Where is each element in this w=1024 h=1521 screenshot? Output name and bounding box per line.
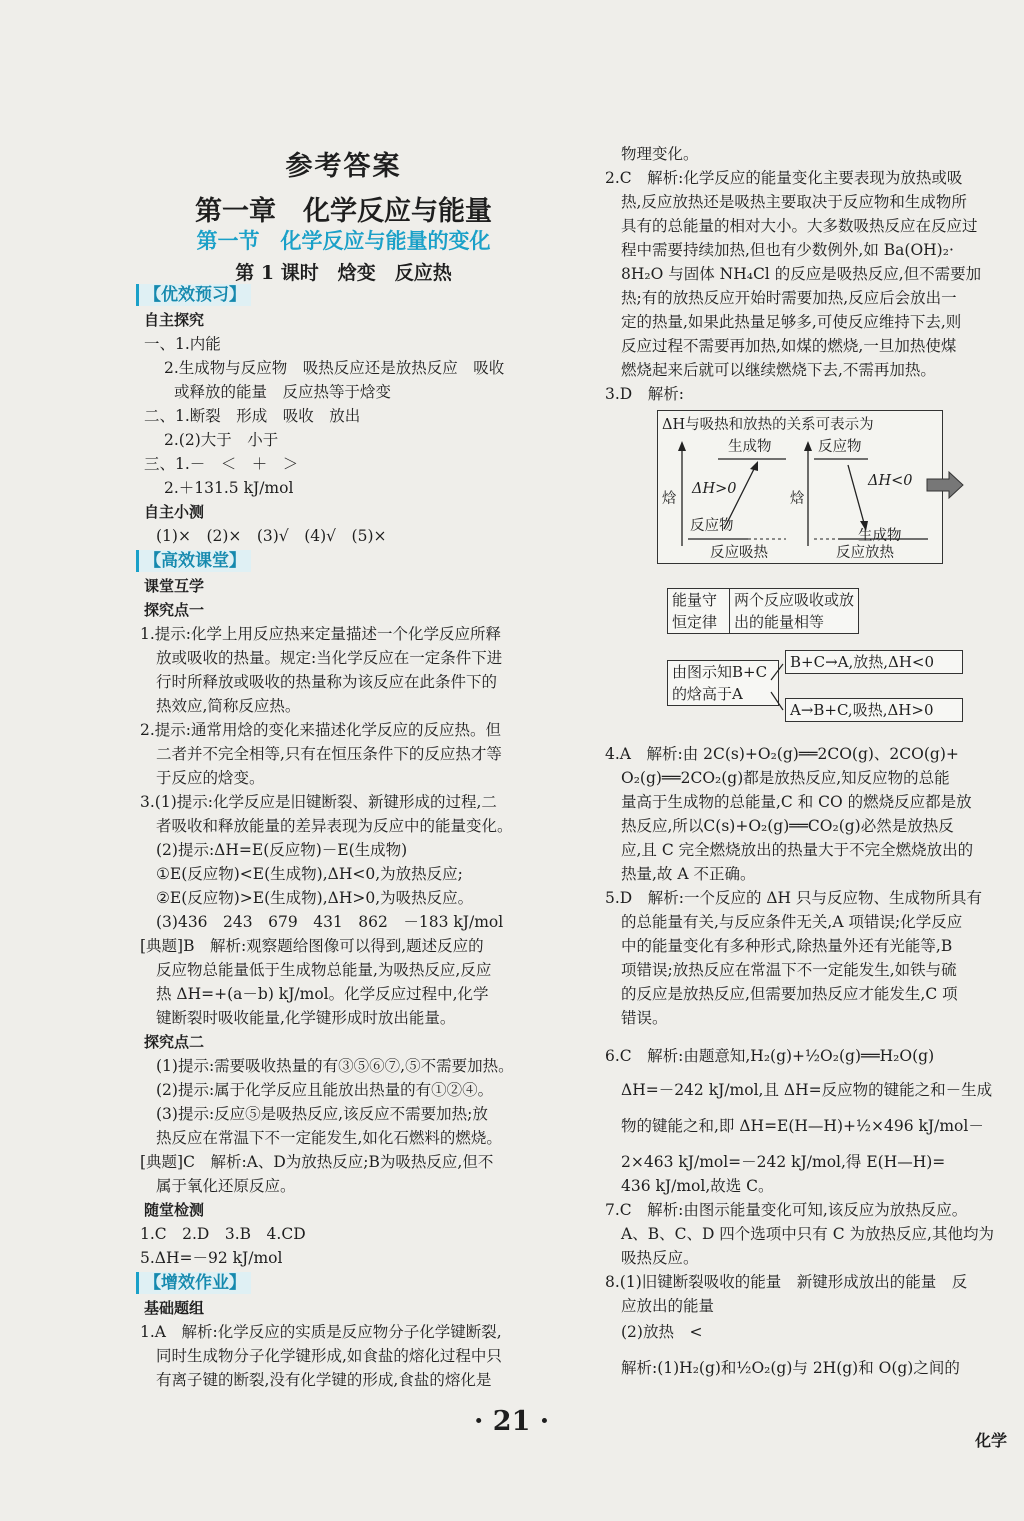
product-label-left: 生成物 <box>728 439 772 455</box>
law-desc-box: 两个反应吸收或放出的能量相等 <box>729 588 859 634</box>
text-line: 1.提示:化学上用反应热来定量描述一个化学反应所释 <box>140 625 502 643</box>
text-line: 热反应,所以C(s)+O₂(g)══CO₂(g)必然是放热反 <box>621 817 954 835</box>
section-banner-label: 【增效作业】 <box>136 1272 251 1294</box>
text-line: 属于氧化还原反应。 <box>156 1177 296 1195</box>
text-line: 2.C 解析:化学反应的能量变化主要表现为放热或吸 <box>605 169 963 187</box>
text-line: 程中需要持续加热,但也有少数例外,如 Ba(OH)₂· <box>621 241 954 259</box>
text-line: [典题]C 解析:A、D为放热反应;B为吸热反应,但不 <box>140 1153 494 1171</box>
text-line: (2)放热 < <box>621 1323 703 1341</box>
text-line: (3)436 243 679 431 862 －183 kJ/mol <box>156 913 504 931</box>
reactant-label-left: 反应物 <box>690 518 734 534</box>
text-line: ΔH=－242 kJ/mol,且 ΔH=反应物的键能之和－生成 <box>621 1081 993 1099</box>
text-line: 解析:(1)H₂(g)和½O₂(g)与 2H(g)和 O(g)之间的 <box>621 1359 960 1377</box>
lesson-title: 第 1 课时 焓变 反应热 <box>235 262 452 284</box>
text-line: 燃烧起来后就可以继续燃烧下去,不需再加热。 <box>621 361 936 379</box>
text-line: 热;有的放热反应开始时需要加热,反应后会放出一 <box>621 289 957 307</box>
text-line: 于反应的焓变。 <box>156 769 265 787</box>
product-label-right: 生成物 <box>858 528 902 544</box>
text-line: 三、1.－ ＜ ＋ ＞ <box>144 455 299 473</box>
text-line: 二者并不完全相等,只有在恒压条件下的反应热才等 <box>156 745 502 763</box>
subheading: 随堂检测 <box>144 1201 205 1219</box>
text-line: 中的能量变化有多种形式,除热量外还有光能等,B <box>621 937 953 955</box>
chapter-title: 第一章 化学反应与能量 <box>195 196 492 227</box>
text-line: 错误。 <box>621 1009 668 1027</box>
law-box: 能量守恒定律 <box>667 588 731 634</box>
section-banner <box>136 549 251 573</box>
text-line: 物理变化。 <box>621 145 699 163</box>
text-line: 键断裂时吸收能量,化学键形成时放出能量。 <box>156 1009 456 1027</box>
text-line: 放或吸收的热量。规定:当化学反应在一定条件下进 <box>156 649 503 667</box>
text-line: 应放出的能量 <box>621 1297 715 1315</box>
text-line: 1.A 解析:化学反应的实质是反应物分子化学键断裂, <box>140 1323 502 1341</box>
text-line: 物的键能之和,即 ΔH=E(H—H)+½×496 kJ/mol－ <box>621 1117 984 1135</box>
text-line: (3)提示:反应⑤是吸热反应,该反应不需要加热;放 <box>156 1105 488 1123</box>
section-title: 第一节 化学反应与能量的变化 <box>196 228 491 253</box>
text-line: 反应过程不需要再加热,如煤的燃烧,一旦加热使煤 <box>621 337 957 355</box>
diagram-caption: ΔH与吸热和放热的关系可表示为 <box>662 417 874 433</box>
subheading: 基础题组 <box>144 1299 205 1317</box>
text-line: 二、1.断裂 形成 吸收 放出 <box>144 407 361 425</box>
text-line: 热 ΔH=+(a－b) kJ/mol。化学反应过程中,化学 <box>156 985 489 1003</box>
section-banner <box>136 1271 251 1295</box>
text-line: ②E(反应物)>E(生成物),ΔH>0,为吸热反应。 <box>156 889 474 907</box>
page-number: · 21 · <box>474 1406 550 1437</box>
text-line: 2×463 kJ/mol=－242 kJ/mol,得 E(H—H)= <box>621 1153 946 1171</box>
subheading: 探究点二 <box>144 1033 205 1051</box>
text-line: 项错误;放热反应在常温下不一定能发生,如铁与硫 <box>621 961 957 979</box>
text-line: 7.C 解析:由图示能量变化可知,该反应为放热反应。 <box>605 1201 968 1219</box>
text-line: 2.生成物与反应物 吸热反应还是放热反应 吸收 <box>164 359 505 377</box>
text-line: 3.D 解析: <box>605 385 684 403</box>
enthalpy-axis-left: 焓 <box>662 491 677 507</box>
text-line: 一、1.内能 <box>144 335 221 353</box>
page-title: 参考答案 <box>285 151 402 182</box>
subheading: 自主探究 <box>144 311 205 329</box>
text-line: [典题]B 解析:观察题给图像可以得到,题述反应的 <box>140 937 484 955</box>
text-line: 2.＋131.5 kJ/mol <box>164 479 294 497</box>
subheading: 课堂互学 <box>144 577 205 595</box>
enthalpy-diagram <box>657 410 943 564</box>
subheading: 探究点一 <box>144 601 205 619</box>
text-line: 具有的总能量的相对大小。大多数吸热反应在反应过 <box>621 217 978 235</box>
text-line: ①E(反应物)<E(生成物),ΔH<0,为放热反应; <box>156 865 463 883</box>
text-line: 5.D 解析:一个反应的 ΔH 只与反应物、生成物所具有 <box>605 889 983 907</box>
text-line: 8.(1)旧键断裂吸收的能量 新键形成放出的能量 反 <box>605 1273 968 1291</box>
branch-arrows <box>769 650 799 730</box>
text-line: 热,反应放热还是吸热主要取决于反应物和生成物所 <box>621 193 967 211</box>
text-line: 436 kJ/mol,故选 C。 <box>621 1177 774 1195</box>
dh-negative: ΔH<0 <box>868 473 913 489</box>
text-line: 8H₂O 与固体 NH₄Cl 的反应是吸热反应,但不需要加 <box>621 265 982 283</box>
reaction-box-2: A→B+C,吸热,ΔH>0 <box>785 698 963 722</box>
text-line: 热反应在常温下不一定能发生,如化石燃料的燃烧。 <box>156 1129 502 1147</box>
text-line: (1)提示:需要吸收热量的有③⑤⑥⑦,⑤不需要加热。 <box>156 1057 514 1075</box>
text-line: 3.(1)提示:化学反应是旧键断裂、新键形成的过程,二 <box>140 793 497 811</box>
text-line: 的反应是放热反应,但需要加热反应才能发生,C 项 <box>621 985 958 1003</box>
text-line: 者吸收和释放能量的差异表现为反应中的能量变化。 <box>156 817 513 835</box>
text-line: 量高于生成物的总能量,C 和 CO 的燃烧反应都是放 <box>621 793 972 811</box>
text-line: 反应物总能量低于生成物总能量,为吸热反应,反应 <box>156 961 492 979</box>
subheading: 自主小测 <box>144 503 205 521</box>
text-line: 吸热反应。 <box>621 1249 699 1267</box>
text-line: 6.C 解析:由题意知,H₂(g)+½O₂(g)══H₂O(g) <box>605 1047 935 1065</box>
exothermic-label: 反应放热 <box>836 545 894 561</box>
text-line: 行时所释放或吸收的热量称为该反应在此条件下的 <box>156 673 498 691</box>
text-line: 同时生成物分子化学键形成,如食盐的熔化过程中只 <box>156 1347 502 1365</box>
section-banner-label: 【高效课堂】 <box>136 550 251 572</box>
text-line: (2)提示:属于化学反应且能放出热量的有①②④。 <box>156 1081 494 1099</box>
figure-conclusion-box: 由图示知B+C的焓高于A <box>667 660 779 706</box>
text-line: 或释放的能量 反应热等于焓变 <box>174 383 392 401</box>
text-line: 应,且 C 完全燃烧放出的热量大于不完全燃烧放出的 <box>621 841 974 859</box>
text-line: (1)× (2)× (3)√ (4)√ (5)× <box>156 527 387 545</box>
text-line: 定的热量,如果此热量足够多,可使反应维持下去,则 <box>621 313 962 331</box>
enthalpy-axis-right: 焓 <box>790 491 805 507</box>
text-line: 2.提示:通常用焓的变化来描述化学反应的反应热。但 <box>140 721 502 739</box>
reaction-box-1: B+C→A,放热,ΔH<0 <box>785 650 963 674</box>
text-line: O₂(g)══2CO₂(g)都是放热反应,知反应物的总能 <box>621 769 950 787</box>
text-line: (2)提示:ΔH=E(反应物)－E(生成物) <box>156 841 408 859</box>
text-line: A、B、C、D 四个选项中只有 C 为放热反应,其他均为 <box>621 1225 994 1243</box>
text-line: 的总能量有关,与反应条件无关,A 项错误;化学反应 <box>621 913 963 931</box>
text-line: 热效应,简称反应热。 <box>156 697 301 715</box>
right-arrow-icon <box>925 470 965 500</box>
endothermic-label: 反应吸热 <box>710 545 768 561</box>
section-banner <box>136 283 251 307</box>
reactant-label-right: 反应物 <box>818 439 862 455</box>
dh-positive: ΔH>0 <box>692 481 737 497</box>
text-line: 4.A 解析:由 2C(s)+O₂(g)══2CO(g)、2CO(g)+ <box>605 745 959 763</box>
text-line: 有离子键的断裂,没有化学键的形成,食盐的熔化是 <box>156 1371 492 1389</box>
subject-label: 化学 <box>975 1431 1008 1450</box>
text-line: 5.ΔH=－92 kJ/mol <box>140 1249 283 1267</box>
text-line: 热量,故 A 不正确。 <box>621 865 756 883</box>
section-banner-label: 【优效预习】 <box>136 284 251 306</box>
text-line: 1.C 2.D 3.B 4.CD <box>140 1225 306 1243</box>
text-line: 2.(2)大于 小于 <box>164 431 279 449</box>
